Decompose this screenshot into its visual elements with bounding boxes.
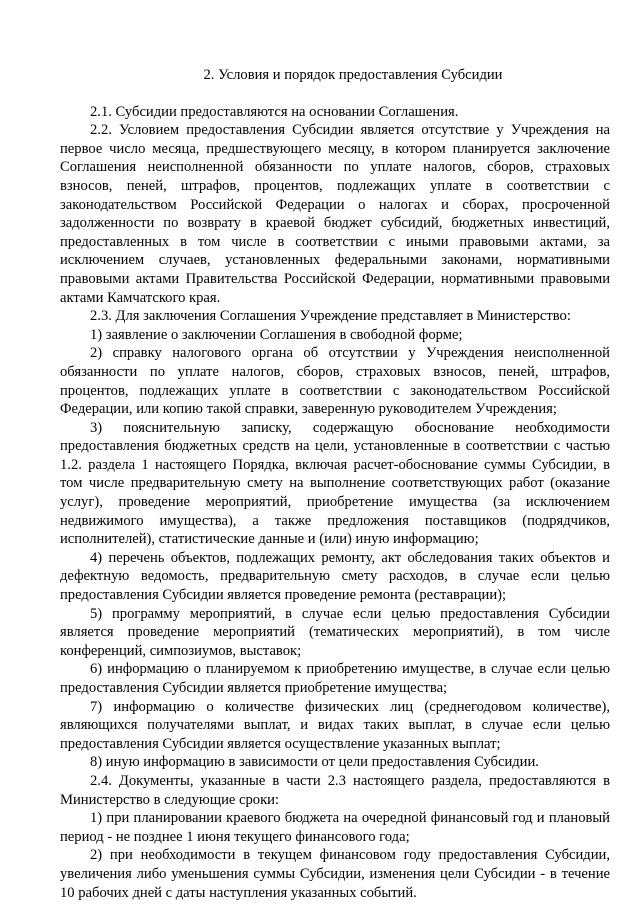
paragraph-2-3-item-8: 8) иную информацию в зависимости от цели предоставления Субсидии. [90,754,539,771]
section-title: 2. Условия и порядок предоставления Субсидии [203,67,503,83]
paragraph-2-3-item-4: 4) перечень объектов, подлежащих ремонту, акт обследования таких объектов и дефектную ведомость, предварительную смету расходов, в случае если целью предоставления Субсидии является проведение ремонта (реставрации); [60,549,610,604]
paragraph-2-1: 2.1. Субсидии предоставляются на основании Соглашения. [90,103,459,120]
paragraph-2-2: 2.2. Условием предоставления Субсидии является отсутствие у Учреждения на первое число месяца, предшествующего месяцу, в котором планируется заключение Соглашения неисполненной обязанности по уплате налогов, сборов, страховых взносов, пеней, штрафов, процентов, подлежащих уплате в соответствии с законодательством Российской Федерации о налогах и сборах, просроченной задолженности по возврату в краевой бюджет субсидий, бюджетных инвестиций, предоставленных в том числе в соответствии с иными правовыми актами, за исключением случаев, установленных федеральными законами, нормативными правовыми актами Правительства Российской Федерации, нормативными правовыми актами Камчатского края. [60,122,610,306]
paragraph-2-4-item-2: 2) при необходимости в текущем финансовом году предоставления Субсидии, увеличения либо уменьшения суммы Субсидии, изменения цели Субсидии - в течение 10 рабочих дней с даты наступления указанных событий. [60,847,610,901]
paragraph-2-3-item-6: 6) информацию о планируемом к приобретению имуществе, в случае если целью предоставления Субсидии является приобретение имущества; [60,661,610,696]
paragraph-2-3-item-3: 3) пояснительную записку, содержащую обоснование необходимости предоставления бюджетных средств на цели, установленные в соответствии с частью 1.2. раздела 1 настоящего Порядка, включая расчет-обоснование суммы Субсидии, в том числе предварительную смету на выполнение соответствующих работ (оказание услуг), проведение мероприятий, приобретение имущества (за исключением недвижимого имущества), а также предложения поставщиков (подрядчиков, исполнителей), статистические данные и (или) иную информацию; [60,419,610,548]
paragraph-2-3-item-7: 7) информацию о количестве физических лиц (среднегодовом количестве), являющихся получателями выплат, и видах таких выплат, в случае если целью предоставления Субсидии является осуществление указанных выплат; [60,698,610,752]
paragraph-2-3-item-1: 1) заявление о заключении Соглашения в свободной форме; [90,326,463,343]
paragraph-2-4: 2.4. Документы, указанные в части 2.3 настоящего раздела, предоставляются в Министерство в следующие сроки: [60,772,610,808]
paragraph-2-3: 2.3. Для заключения Соглашения Учреждение представляет в Министерство: [90,308,571,325]
paragraph-2-3-item-2: 2) справку налогового органа об отсутствии у Учреждения неисполненной обязанности по уплате налогов, сборов, страховых взносов, пеней, штрафов, процентов, подлежащих уплате в соответствии с законодательством Российской Федерации, или копию такой справки, заверенную руководителем Учреждения; [60,345,610,418]
document-body [60,66,610,902]
paragraph-2-3-item-5: 5) программу мероприятий, в случае если целью предоставления Субсидии является проведение мероприятий (тематических мероприятий), в том числе конференций, симпозиумов, выставок; [60,605,610,659]
paragraph-2-4-item-1: 1) при планировании краевого бюджета на очередной финансовый год и плановый период - не позднее 1 июня текущего финансового года; [60,810,610,845]
